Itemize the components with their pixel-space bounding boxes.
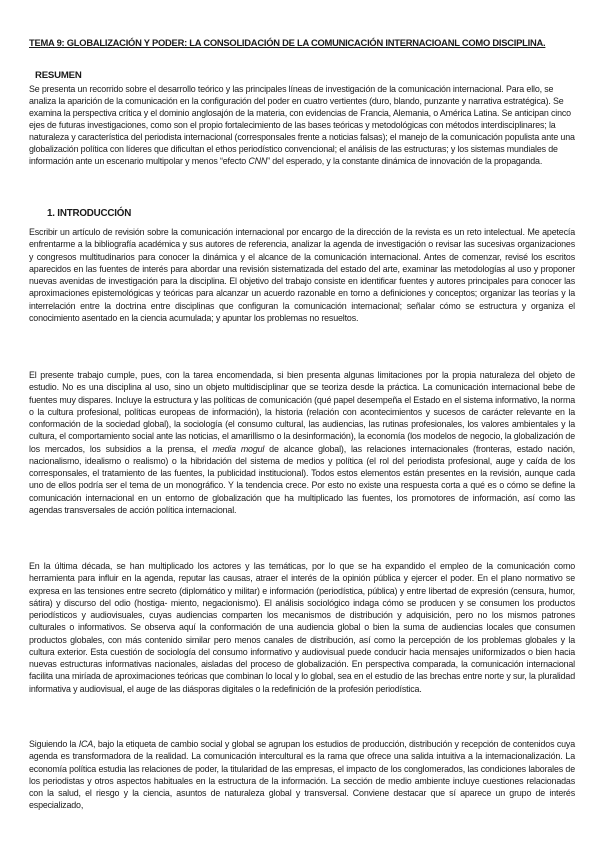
intro-p4-italic: ICA <box>78 739 94 749</box>
intro-paragraph-3: En la última década, se han multiplicado los actores y las temáticas, por lo que se ha expandido el empleo de la comunicación como herramienta para influir en la agenda, reputar las causas, atraer el interés de la opinión pública y ejercer el poder. En el plano normativo se expresa en las tensiones entre secreto (diplomático y militar) e información (periodística, pública) y entre libertad de expresión (censura, humor, sátira) y discurso del odio (hostiga- miento, negacionismo). El análisis sociológico indaga cómo se producen y se consumen los productos periodísticos y audiovisuales, cuyas audiencias comparten los mecanismos de distribución y adquisición, pero no los mismos patrones culturales o informativos. Se observa aquí la conformación de una audiencia global o bien la suma de audiencias locales que consumen productos globales, con más contenido similar pero menos canales de distribución, así como la percepción de los problemas globales y la cultura exterior. Esta cuestión de sociología del consumo informativo y audiovisual puede conducir hacia mensajes uniformizados o bien hacia nuevas estructuras informativas nacionales, aisladas del proceso de globalización. En perspectiva comparada, la comunicación internacional facilita una miríada de aproximaciones teóricas que combinan lo local y lo global, sea en el estudio de las brechas entre norte y sur, la pluralidad informativa y audiovisual, el auge de las diásporas digitales o la redefinición de la profesión periodística. <box>29 561 575 694</box>
intro-p2-text-a: El presente trabajo cumple, pues, con la tarea encomendada, si bien presenta algunas limitaciones por la propia naturaleza del objeto de estudio. No es una disciplina al uso, sino un objeto multidisciplinar que se teoriza desde la práctica. La comunicación internacional bebe de fuentes muy dispares. Incluye la estructura y las políticas de comunicación (qué papel desempeña el Estado en el sistema informativo, la norma o la cultura profesional, políticas europeas de información), la historia (relación con acontecimientos y sucesos de carácter relevante en la conformación de la sociedad global), la sociología (el consumo cultural, las audiencias, las rutinas profesionales, los valores ambientales y la cultura, el comportamiento social ante las noticias, el amarillismo o la desinformación), la economía (los modelos de negocio, la globalización de los mercados, los subsidios a la prensa, el <box>29 370 575 454</box>
intro-paragraph-2 <box>29 369 575 516</box>
document-title: TEMA 9: GLOBALIZACIÓN Y PODER: LA CONSOLIDACIÓN DE LA COMUNICACIÓN INTERNACIOANL COMO DISCIPLINA. <box>29 37 546 48</box>
resumen-cnn-italic: CNN <box>248 156 268 167</box>
intro-p4-text-a: Siguiendo la <box>29 739 79 749</box>
intro-p2-text-b: de alcance global), las relaciones internacionales (fronteras, estado nación, nacionalismo, idealismo o realismo) o la hibridación del sistema de medios y política (el rol del periodista profesional, auge y caída de los corresponsales, el tratamiento de las fuentes, la publicidad institucional). Todos estos elementos están presentes en la revisión, aunque cada uno de ellos podría ser el tema de un monográfico. Y la tendencia crece. Por esto no existe una respuesta corta a qué es o cómo se define la comunicación internacional en un entorno de globalización que ha multiplicado las fuentes, los promotores de información, así como las agendas transversales de acción política internacional. <box>29 443 575 515</box>
intro-paragraph-4 <box>29 738 575 812</box>
intro-paragraph-1: Escribir un artículo de revisión sobre la comunicación internacional por encargo de la dirección de la revista es un reto intelectual. Me apetecía enfrentarme a la bibliografía académica y sus autores de referencia, analizar la agenda de investigación o revisar las sucesivas organizaciones y congresos multitudinarios para conocer la dinámica y el alcance de la comunicación internacional. Antes de comenzar, revisé los escritos aparecidos en las fuentes de interés para abordar una revisión sistematizada del estado del arte, examinar las metodologías al uso y proponer nuevas avenidas de investigación para la disciplina. El objetivo del trabajo consiste en identificar fuentes y autores principales para conocer las aproximaciones epistemológicas y teóricas para alcanzar un acuerdo razonable en torno a definiciones y conceptos; organizar las teorías y la interrelación entre la doctrina entre disciplinas que configuran la comunicación internacional; señalar cómo se estructura y organiza el conocimiento asentado en la ciencia acumulada; y apuntar los problemas no resueltos. <box>29 227 575 323</box>
resumen-text-2: ” del esperado, y la constante dinámica de innovación de la propaganda. <box>267 156 543 167</box>
resumen-text-1: Se presenta un recorrido sobre el desarrollo teórico y las principales líneas de investigación de la comunicación internacional. Para ello, se analiza la aparición de la comunicación en la configuración del poder en cuatro vertientes (duro, blando, punzante y narrativa estratégica). Se examina la perspectiva crítica y el dominio anglosajón de la materia, con evidencias de Francia, Alemania, o América Latina. Se anticipan cinco ejes de futuras investigaciones, como son el propio fortalecimiento de las bases teóricas y metodológicas con métodos interdisciplinares; la naturaleza y característica del periodista internacional (corresponsales frente a noticias falsas); el manejo de la comunicación populista ante una globalización política con líderes que dificultan el ethos periodístico convencional; el análisis de las estructuras; y los sistemas mundiales de información ante un escenario multipolar y menos “efecto <box>29 84 575 167</box>
intro-p4-text-b: , bajo la etiqueta de cambio social y global se agrupan los estudios de producción, distribución y recepción de contenidos cuya agenda es transformadora de la realidad. La comunicación intercultural es la rama que ofrece una salida intuitiva a la internacionalización. La economía política estudia las relaciones de poder, la titularidad de las empresas, el impacto de los conglomerados, las condiciones laborales de los periodistas y otros aspectos habituales en la estructura de la información. La sección de medio ambiente incluye cuestiones relacionadas con la salud, el riesgo y la ciencia, asuntos de naturaleza global y transversal. Conviene destacar que sí aparece un grupo de interés especializado, <box>29 739 575 811</box>
resumen-paragraph <box>29 83 575 167</box>
resumen-heading: RESUMEN <box>35 70 82 81</box>
introduccion-heading: 1. INTRODUCCIÓN <box>47 208 132 219</box>
intro-p2-italic: media mogul <box>212 443 265 454</box>
